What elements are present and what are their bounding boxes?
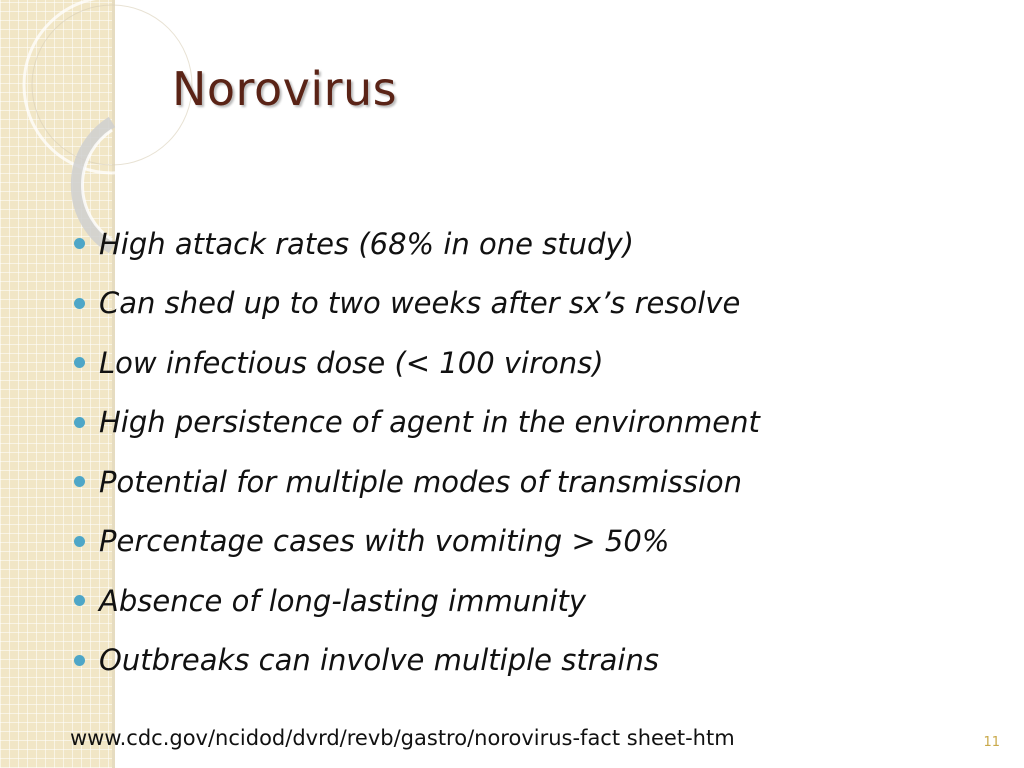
slide-number: 11 <box>983 735 1000 750</box>
list-item <box>74 571 760 631</box>
slide-title: Norovirus <box>172 62 398 116</box>
list-item <box>74 512 760 572</box>
bullet-text: Potential for multiple modes of transmission <box>99 464 743 499</box>
bullet-dot-icon <box>74 595 85 606</box>
bullet-dot-icon <box>74 298 85 309</box>
list-item <box>74 631 760 691</box>
bullet-text: Outbreaks can involve multiple strains <box>99 643 659 678</box>
list-item <box>74 214 760 274</box>
list-item <box>74 393 760 453</box>
bullet-dot-icon <box>74 357 85 368</box>
bullet-dot-icon <box>74 536 85 547</box>
source-link[interactable]: www.cdc.gov/ncidod/dvrd/revb/gastro/norovirus-fact sheet-htm <box>70 726 735 750</box>
bullet-dot-icon <box>74 655 85 666</box>
list-item <box>74 333 760 393</box>
bullet-dot-icon <box>74 417 85 428</box>
bullet-text: High attack rates (68% in one study) <box>99 226 634 261</box>
bullet-text: Can shed up to two weeks after sx’s resolve <box>99 286 741 321</box>
bullet-text: Percentage cases with vomiting > 50% <box>99 524 670 559</box>
list-item <box>74 274 760 334</box>
list-item <box>74 452 760 512</box>
bullet-text: Absence of long-lasting immunity <box>99 583 587 618</box>
bullet-dot-icon <box>74 238 85 249</box>
bullet-dot-icon <box>74 476 85 487</box>
bullet-text: High persistence of agent in the environment <box>99 405 760 440</box>
bullet-text: Low infectious dose (< 100 virons) <box>99 345 604 380</box>
bullet-list <box>74 214 760 690</box>
